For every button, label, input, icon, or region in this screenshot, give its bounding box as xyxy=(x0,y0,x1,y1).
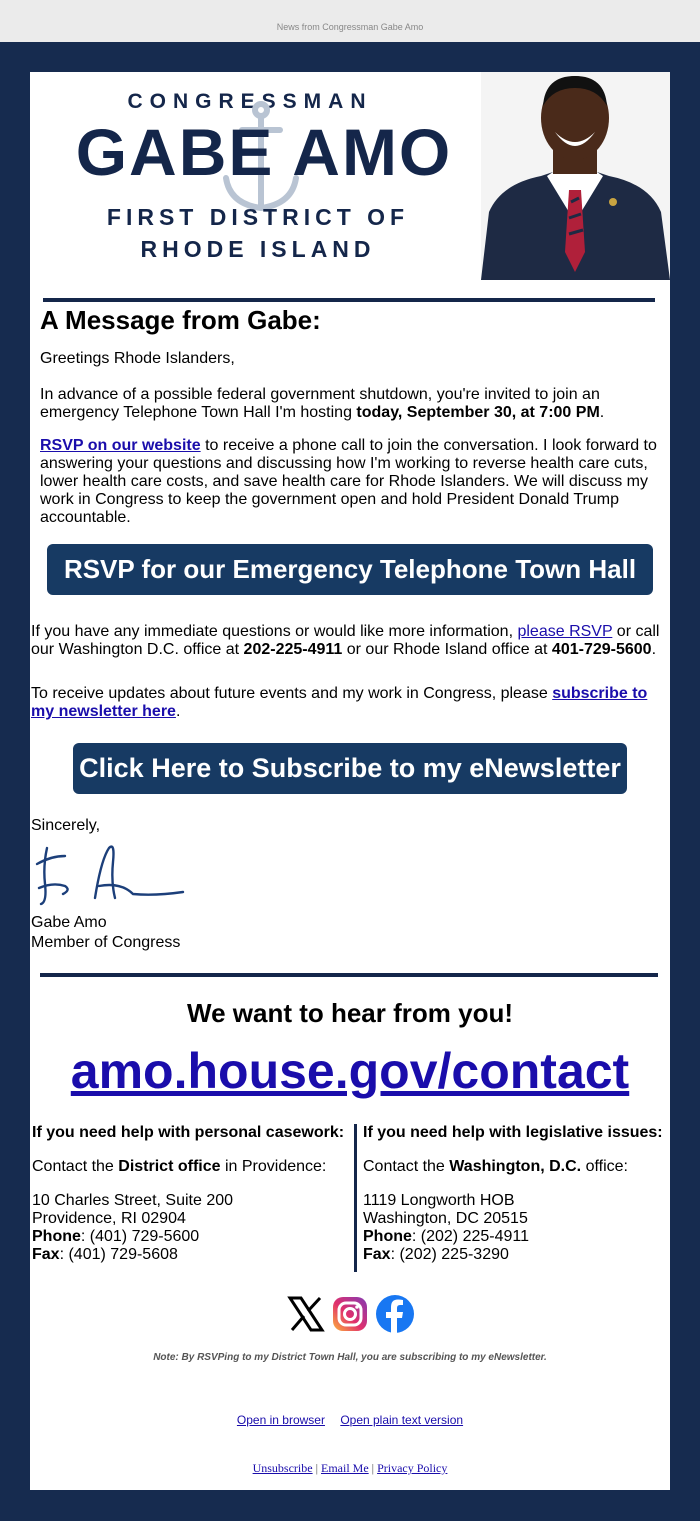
dc-address-1: 1119 Longworth HOB xyxy=(363,1192,515,1209)
info-text-1: If you have any immediate questions or would like more information, xyxy=(31,623,518,640)
invite-end: . xyxy=(599,404,605,421)
dc-fax-value: : (202) 225-3290 xyxy=(390,1246,509,1263)
footer-links xyxy=(30,1413,670,1427)
greeting-text: Greetings Rhode Islanders, xyxy=(40,350,235,367)
invite-text: In advance of a possible federal government shutdown, you're invited to join an emergency Telephone Town Hall I'm hosting xyxy=(40,386,600,421)
unsubscribe-link[interactable]: Unsubscribe xyxy=(252,1461,313,1475)
logo-congressman: CONGRESSMAN xyxy=(127,90,373,113)
please-rsvp-link[interactable]: please RSVP xyxy=(517,623,613,640)
logo-state: RHODE ISLAND xyxy=(140,236,376,262)
invite-paragraph xyxy=(40,386,660,422)
dc-phone-value: : (202) 225-4911 xyxy=(411,1228,530,1245)
newsletter-paragraph xyxy=(31,685,659,721)
district-fax-value: : (401) 729-5608 xyxy=(59,1246,178,1263)
rsvp-paragraph xyxy=(40,437,664,527)
dc-fax-label: Fax xyxy=(363,1246,391,1263)
sincerely-text: Sincerely, xyxy=(31,817,101,834)
rsvp-paragraph-text: to receive a phone call to join the conversation. I look forward to answering your questions and discussing how I'm working to reverse health care cuts, lower health care costs, and save health care for Rhode Islanders. We will discuss my work in Congress to keep the government open and hold President Donald Trump accountable. xyxy=(40,437,657,526)
divider-top xyxy=(43,298,655,302)
column-divider xyxy=(354,1124,357,1272)
ri-phone: 401-729-5600 xyxy=(551,641,652,658)
dc-intro-pre: Contact the xyxy=(363,1158,450,1175)
contact-url-link[interactable]: amo.house.gov/contact xyxy=(70,1043,630,1099)
message-heading: A Message from Gabe: xyxy=(40,305,321,335)
x-twitter-icon[interactable] xyxy=(286,1294,326,1334)
congressman-photo xyxy=(481,72,670,280)
signature-title: Member of Congress xyxy=(31,934,181,951)
invite-datetime: today, September 30, at 7:00 PM xyxy=(356,404,600,421)
facebook-icon[interactable] xyxy=(375,1294,415,1334)
dc-intro-bold: Washington, D.C. xyxy=(449,1158,582,1175)
footer-legal xyxy=(30,1461,670,1476)
preheader-text: News from Congressman Gabe Amo xyxy=(0,0,700,42)
subscribe-enewsletter-button[interactable]: Click Here to Subscribe to my eNewsletter xyxy=(73,743,627,794)
info-paragraph xyxy=(31,623,667,659)
open-in-browser-link[interactable]: Open in browser xyxy=(236,1413,325,1427)
newsletter-text-2: . xyxy=(175,703,181,720)
logo-district: FIRST DISTRICT OF xyxy=(106,204,410,230)
dc-fax xyxy=(363,1246,668,1264)
subscribe-newsletter-link[interactable]: subscribe to my newsletter here xyxy=(31,685,648,720)
contact-heading: We want to hear from you! xyxy=(187,998,513,1028)
district-intro-pre: Contact the xyxy=(32,1158,119,1175)
separator: | xyxy=(371,1461,375,1475)
dc-office-column xyxy=(363,1124,668,1264)
dc-column-title: If you need help with legislative issues: xyxy=(363,1124,663,1141)
info-text-3: or our Rhode Island office at xyxy=(342,641,552,658)
info-text-2: or call our Washington D.C. office at xyxy=(31,623,660,658)
district-intro xyxy=(32,1158,350,1176)
dc-intro-post: office: xyxy=(581,1158,628,1175)
district-intro-bold: District office xyxy=(118,1158,221,1175)
dc-intro xyxy=(363,1158,668,1176)
dc-address-2: Washington, DC 20515 xyxy=(363,1210,528,1227)
district-column-title: If you need help with personal casework: xyxy=(32,1124,345,1141)
signature-name: Gabe Amo xyxy=(31,914,107,931)
district-phone-label: Phone xyxy=(32,1228,81,1245)
separator: | xyxy=(315,1461,318,1475)
rsvp-website-link[interactable]: RSVP on our website xyxy=(40,437,201,454)
dc-phone-label: Phone xyxy=(363,1228,412,1245)
district-address-2: Providence, RI 02904 xyxy=(32,1210,186,1227)
district-phone-value: : (401) 729-5600 xyxy=(80,1228,200,1245)
signature-image xyxy=(35,842,185,906)
rsvp-note: Note: By RSVPing to my District Town Hall, you are subscribing to my eNewsletter. xyxy=(153,1352,547,1363)
dc-phone xyxy=(363,1228,668,1246)
email-card xyxy=(30,72,670,1490)
district-intro-post: in Providence: xyxy=(220,1158,327,1175)
divider-bottom xyxy=(40,973,658,977)
instagram-icon[interactable] xyxy=(330,1294,370,1334)
info-text-4: . xyxy=(651,641,657,658)
district-fax-label: Fax xyxy=(32,1246,60,1263)
contact-url xyxy=(30,1042,670,1100)
email-me-link[interactable]: Email Me xyxy=(321,1461,369,1475)
dc-phone: 202-225-4911 xyxy=(243,641,343,658)
district-phone xyxy=(32,1228,350,1246)
privacy-policy-link[interactable]: Privacy Policy xyxy=(377,1461,448,1475)
district-fax xyxy=(32,1246,350,1264)
logo-name: GABE AMO xyxy=(75,115,453,189)
rsvp-town-hall-button[interactable]: RSVP for our Emergency Telephone Town Hall xyxy=(47,544,653,595)
district-address-1: 10 Charles Street, Suite 200 xyxy=(32,1192,234,1209)
newsletter-text-1: To receive updates about future events and my work in Congress, please xyxy=(31,685,553,702)
open-plain-text-link[interactable]: Open plain text version xyxy=(340,1413,464,1427)
district-office-column xyxy=(32,1124,350,1264)
